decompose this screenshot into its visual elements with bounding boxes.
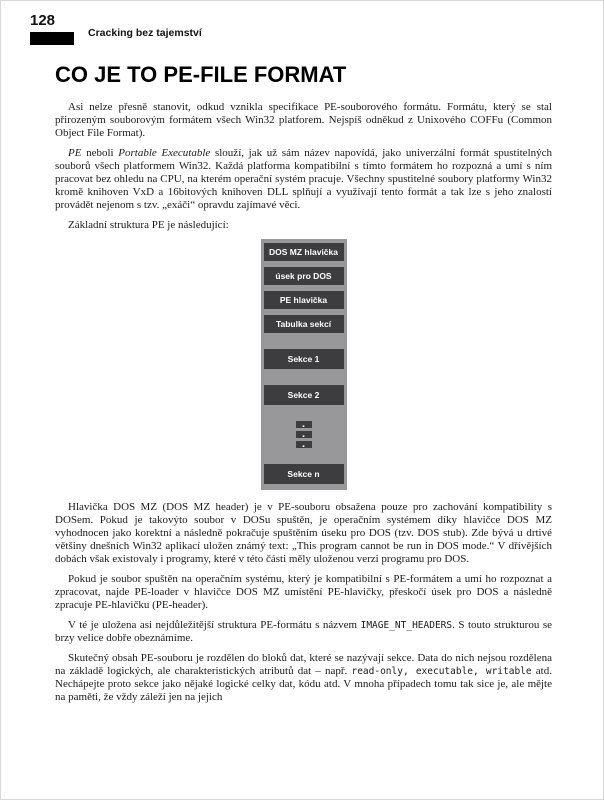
diagram-box: Tabulka sekcí xyxy=(264,315,344,333)
running-title: Cracking bez tajemství xyxy=(88,27,202,39)
body-paragraphs xyxy=(55,501,552,704)
diagram-box: PE hlavička xyxy=(264,291,344,309)
paragraph xyxy=(55,219,552,232)
text-run: slouží, jak už sám název napovídá, jako univerzální formát spustitelných souborů všech platformem Win32. Každá platforma kompatibilní s tímto formátem ho rozpozná a umí s ním pracovat bez ohledu na CPU, na kterém operační systém pracuje. Všechny spustitelné soubory platformy Win32 kromě knihoven VxD a 16bitových knihoven DLL splňují a využívají tento formát a tak lze s jeho znalostí provádět nejenom s tzv. „exáči“ opravdu zajímavé věci. xyxy=(55,147,553,211)
text-run: V té je uložena asi nejdůležitější struktura PE-formátu s názvem xyxy=(68,619,361,631)
code-inline: read-only, executable, writable xyxy=(351,666,532,677)
diagram-box: Sekce n xyxy=(264,464,344,484)
page-content xyxy=(55,62,552,711)
diagram-ellipsis-dot: . xyxy=(296,421,312,428)
page-title: CO JE TO PE-FILE FORMAT xyxy=(55,62,347,87)
diagram-box: Sekce 2 xyxy=(264,385,344,405)
text-run: Základní struktura PE je následující: xyxy=(68,219,229,231)
diagram-box: DOS MZ hlavička xyxy=(264,243,344,261)
diagram-box: Sekce 1 xyxy=(264,349,344,369)
intro-paragraphs xyxy=(55,101,552,232)
diagram-wrap xyxy=(55,239,552,490)
paragraph xyxy=(55,619,552,645)
text-run: Skutečný obsah PE-souboru je rozdělen do bloků dat, které se nazývají sekce. Data do nich nejsou rozdělena na základě logických, ale charakteristických atributů dat – např. xyxy=(55,652,552,677)
paragraph xyxy=(55,573,552,612)
paragraph xyxy=(55,501,552,566)
text-run: neboli xyxy=(81,147,119,159)
text-run: Pokud je soubor spuštěn na operačním systému, který je kompatibilní s PE-formátem a umí ho rozpoznat a zpracovat, najde PE-loader v hlavičce DOS MZ umístění PE-hlavičky, přeskočí úsek pro DOS a následně zpracuje PE-hlavičku (PE-header). xyxy=(55,573,552,611)
diagram-box: úsek pro DOS xyxy=(264,267,344,285)
text-run: Portable Executable xyxy=(118,147,211,159)
paragraph xyxy=(55,147,552,212)
text-run: Asi nelze přesně stanovit, odkud vznikla specifikace PE-souborového formátu. Formátu, který se stal přirozeným souborovým formátem všech Win32 platforem. Nejspíš odněkud z Unixového COFFu (Common Object File Format). xyxy=(55,101,552,139)
diagram-ellipsis-dot: . xyxy=(296,441,312,448)
diagram-ellipsis-dot: . xyxy=(296,431,312,438)
header-black-bar xyxy=(30,32,74,45)
paragraph xyxy=(55,101,552,140)
text-run: . S touto strukturou se brzy velice dobře obeznámíme. xyxy=(55,619,552,644)
code-inline: IMAGE_NT_HEADERS xyxy=(360,620,453,631)
text-run: PE xyxy=(68,147,82,159)
paragraph xyxy=(55,652,552,704)
text-run: Hlavička DOS MZ (DOS MZ header) je v PE-souboru obsažena pouze pro zachování kompatibility s DOSem. Pokud je takovýto soubor v DOSu spuštěn, je operačním systémem díky hlavičce DOS MZ vyhodnocen jako korektní a následně pokračuje spuštěním úseku pro DOS (tzv. DOS stub). Zde bývá u drtivé většiny dnešních Win32 aplikací uložen známý text: „This program cannot be run in DOS mode.“ V dřívějších dobách však existovaly i programy, které v této části měly uloženou verzi programu pro DOS. xyxy=(55,501,552,565)
pe-structure-diagram xyxy=(261,239,347,490)
text-run: atd. Nechápejte proto sekce jako nějaké logické celky dat, kódu atd. V mnoha případech tomu tak sice je, ale mějte na paměti, že vždy záleží jen na jejich xyxy=(55,665,552,703)
page-header xyxy=(30,12,570,52)
page-number: 128 xyxy=(30,12,56,29)
